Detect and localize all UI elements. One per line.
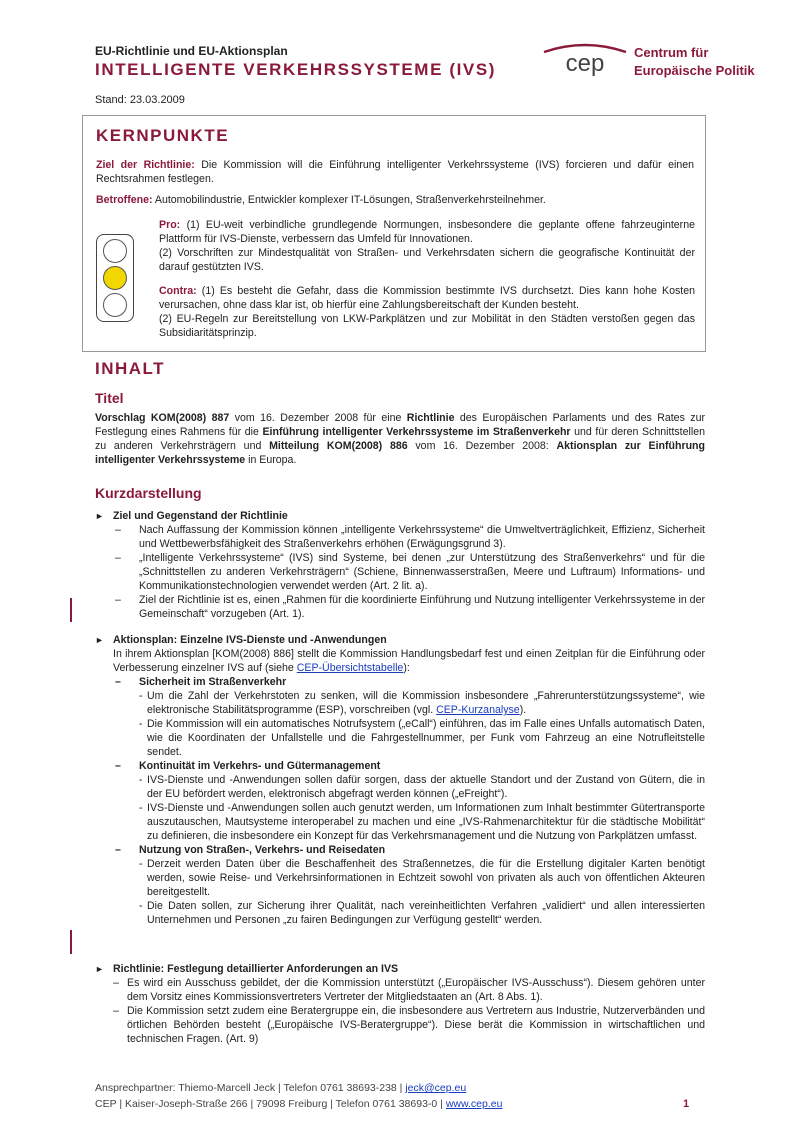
page-number: 1 xyxy=(683,1098,690,1110)
list-item: – Nach Auffassung der Kommission können „intelligente Verkehrssysteme“ die Umweltverträglichkeit, Effizienz, Sicherheit und Wettbewerbsfähigkeit des Straßenverkehrs erhöhen (Erwägungsgrund 3). xyxy=(115,524,705,550)
list-item: – Die Kommission setzt zudem eine Beratergruppe ein, die insbesondere aus Vertretern aus Industrie, Nutzerverbänden und örtlichen Behörden besteht („Europäische IVS-Beratergruppe“). Diese berät die Kommission in wirtschaftlichen und technischen Fragen. (Art. 9) xyxy=(113,1005,705,1045)
document-supertitle: EU-Richtlinie und EU-Aktionsplan xyxy=(95,44,288,58)
subsection-heading: – Sicherheit im Straßenverkehr xyxy=(115,676,287,688)
email-link[interactable]: jeck@cep.eu xyxy=(405,1082,467,1094)
ziel-text: Die Kommission will die Einführung intelligenter Verkehrssysteme (IVS) forcieren und dafür einen Rechtsrahmen festlegen. xyxy=(96,159,694,185)
kernpunkte-title: KERNPUNKTE xyxy=(96,126,230,145)
titel-heading: Titel xyxy=(95,390,124,406)
change-bar xyxy=(70,598,72,622)
cep-kurzanalyse-link[interactable]: CEP-Kurzanalyse xyxy=(436,704,520,716)
pro-2: (2) Vorschriften zur Mindestqualität von Straßen- und Verkehrsdaten sichern die geografische Kontinuität der darauf gestützten IVS. xyxy=(159,247,695,273)
kurzdarstellung-heading: Kurzdarstellung xyxy=(95,485,202,501)
ziel-label: Ziel der Richtlinie: xyxy=(96,159,195,171)
website-link[interactable]: www.cep.eu xyxy=(445,1098,503,1110)
cep-uebersichtstabelle-link[interactable]: CEP-Übersichtstabelle xyxy=(296,662,404,674)
footer-address xyxy=(95,1097,502,1111)
list-item: - Derzeit werden Daten über die Beschaffenheit des Straßennetzes, die für die Erstellung digitaler Karten benötigt werden, sowie Reise- und Verkehrsinformationen in Echtzeit sowohl von privaten als auch von öffentlichen Akteuren bereitgestellt. xyxy=(139,858,705,898)
list-item: - IVS-Dienste und -Anwendungen sollen auch genutzt werden, um Informationen zum Inhalt bestimmter Gütertransporte auszutauschen, Mautsysteme interoperabel zu machen und eine „IVS-Rahmenarchitektur für die städtische Mobilität“ zu definieren, die insbesondere ein Konzept für das Verkehrsmanagement und die Nutzung von Parkplätzen umfasst. xyxy=(139,802,705,842)
arrow-right-icon: ► xyxy=(95,964,104,974)
section-intro xyxy=(95,647,705,675)
footer-contact-text: Ansprechpartner: Thiemo-Marcell Jeck | Telefon 0761 38693-238 | xyxy=(95,1082,406,1094)
list-item-text: Ziel der Richtlinie ist es, einen „Rahmen für die koordinierte Einführung und Nutzung intelligenter Verkehrssysteme in der Gemeinschaft“ vorzugeben (Art. 1). xyxy=(139,594,705,620)
list-item-text: Um die Zahl der Verkehrstoten zu senken, will die Kommission insbesondere „Fahrerunterstützungssysteme“, wie elektronische Stabilitätsprogramme (ESP), vorschreiben (vgl. xyxy=(147,690,705,716)
titel-part: Einführung intelligenter Verkehrssysteme im Straßenverkehr xyxy=(262,426,571,438)
section-ziel-gegenstand xyxy=(95,509,705,621)
kernpunkte-betroffene xyxy=(96,193,694,207)
kernpunkte-pro xyxy=(159,218,695,274)
list-item-text: IVS-Dienste und -Anwendungen sollen dafür sorgen, dass der aktuelle Standort und der Zustand von Gütern, die in der EU befördert werden, elektronisch abgefragt werden können („eFreight“). xyxy=(147,774,705,800)
inhalt-title: INHALT xyxy=(95,359,166,378)
organization-name-line2: Europäische Politik xyxy=(634,63,755,78)
titel-part: Vorschlag KOM(2008) 887 xyxy=(95,412,230,424)
subsection-heading: – Kontinuität im Verkehrs- und Gütermanagement xyxy=(115,760,381,772)
arrow-right-icon: ► xyxy=(95,635,104,645)
subsection-heading: – Nutzung von Straßen-, Verkehrs- und Reisedaten xyxy=(115,844,386,856)
subsection-heading-text: Nutzung von Straßen-, Verkehrs- und Reisedaten xyxy=(139,844,386,856)
titel-part: vom 16. Dezember 2008 für eine xyxy=(229,412,407,424)
section-heading xyxy=(95,509,705,523)
cep-logo-text: cep xyxy=(565,50,605,77)
pro-label: Pro: xyxy=(159,219,181,231)
list-item: – Ziel der Richtlinie ist es, einen „Rahmen für die koordinierte Einführung und Nutzung intelligenter Verkehrssysteme in der Gemeinschaft“ vorzugeben (Art. 1). xyxy=(115,594,705,620)
traffic-light-top-lamp xyxy=(103,239,127,263)
titel-part: Richtlinie xyxy=(406,412,455,424)
list-item: - Die Kommission will ein automatisches Notrufsystem („eCall“) einführen, das im Falle eines Unfalls automatisch Daten, wie die Koordinaten der Unfallstelle und die Fahrgestellnummer, per Funk vom Fahrzeug an eine Notrufleitstelle sendet. xyxy=(139,718,705,758)
titel-part: Mitteilung KOM(2008) 886 xyxy=(269,440,408,452)
traffic-light-icon xyxy=(96,234,134,322)
footer-contact xyxy=(95,1081,466,1095)
kernpunkte-box xyxy=(82,115,706,352)
kernpunkte-ziel xyxy=(96,158,694,186)
list-item: - IVS-Dienste und -Anwendungen sollen dafür sorgen, dass der aktuelle Standort und der Zustand von Gütern, die in der EU befördert werden, elektronisch abgefragt werden können („eFreight“). xyxy=(139,774,705,800)
cep-logo xyxy=(540,40,630,80)
section-heading xyxy=(95,962,705,976)
organization-name xyxy=(634,44,755,80)
contra-2: (2) EU-Regeln zur Bereitstellung von LKW-Parkplätzen und zur Mobilität in den Städten verstoßen gegen das Subsidiaritätsprinzip. xyxy=(159,313,695,339)
arrow-right-icon: ► xyxy=(95,511,104,521)
betroffene-label: Betroffene: xyxy=(96,194,153,206)
list-item: – „Intelligente Verkehrssysteme“ (IVS) sind Systeme, bei denen „zur Unterstützung des Straßenverkehrs“ und für die „Schnittstellen zu anderen Verkehrsträgern“ (Schiene, Binnenwasserstraßen, Meere und Luftraum) Informations- und Kommunikationstechnologien verwendet werden (Art. 2 lit. a). xyxy=(115,552,705,592)
kernpunkte-contra xyxy=(159,284,695,340)
traffic-light-amber-lamp xyxy=(103,266,127,290)
pro-1: (1) EU-weit verbindliche grundlegende Normungen, insbesondere die geplante offene fahrzeuginterne Plattform für IVS-Dienste, verbessern das Umfeld für Innovationen. xyxy=(159,219,695,245)
list-item-text: „Intelligente Verkehrssysteme“ (IVS) sind Systeme, bei denen „zur Unterstützung des Straßenverkehrs“ und für die „Schnittstellen zu anderen Verkehrsträgern“ (Schiene, Binnenwasserstraßen, Meere und Luftraum) Informations- und Kommunikationstechnologien verwendet werden (Art. 2 lit. a). xyxy=(139,552,705,592)
list-item-end: ). xyxy=(519,704,527,716)
titel-part: vom 16. Dezember 2008: xyxy=(407,440,557,452)
section-aktionsplan xyxy=(95,633,705,927)
list-item-text: Es wird ein Ausschuss gebildet, der die Kommission unterstützt („Europäischer IVS-Ausschuss“). Diesem gehören unter dem Vorsitz eines Kommissionsvertreters Vertreter der Mitgliedstaaten an (Art. 8 Abs. 1). xyxy=(127,977,705,1003)
betroffene-text: Automobilindustrie, Entwickler komplexer IT-Lösungen, Straßenverkehrsteilnehmer. xyxy=(152,194,546,206)
list-item: - Die Daten sollen, zur Sicherung ihrer Qualität, nach vereinheitlichten Verfahren „validiert“ und allen interessierten Unternehmen und Personen „zu fairen Bedingungen zur Verfügung gestellt“ werden. xyxy=(139,900,705,926)
list-item-text: Die Kommission will ein automatisches Notrufsystem („eCall“) einführen, das im Falle eines Unfalls automatisch Daten, wie die Koordinaten der Unfallstelle und die Fahrgestellnummer, per Funk vom Fahrzeug an eine Notrufleitstelle sendet. xyxy=(147,718,705,758)
list-item-text: Derzeit werden Daten über die Beschaffenheit des Straßennetzes, die für die Erstellung digitaler Karten benötigt werden, sowie Reise- und Verkehrsinformationen in Echtzeit sowohl von privaten als auch von öffentlichen Akteuren bereitgestellt. xyxy=(147,858,705,898)
intro-end: ): xyxy=(403,662,410,674)
list-item-text: Nach Auffassung der Kommission können „intelligente Verkehrssysteme“ die Umweltverträglichkeit, Effizienz, Sicherheit und Wettbewerbsfähigkeit des Straßenverkehrs erhöhen (Erwägungsgrund 3). xyxy=(139,524,705,550)
document-date: Stand: 23.03.2009 xyxy=(95,94,185,106)
titel-text xyxy=(95,411,705,467)
list-item-text: Die Daten sollen, zur Sicherung ihrer Qualität, nach vereinheitlichten Verfahren „validiert“ und allen interessierten Unternehmen und Personen „zu fairen Bedingungen zur Verfügung gestellt“ werden. xyxy=(147,900,705,926)
subsection-heading-text: Kontinuität im Verkehrs- und Gütermanagement xyxy=(139,760,381,772)
change-bar xyxy=(70,930,72,954)
list-item: – Es wird ein Ausschuss gebildet, der die Kommission unterstützt („Europäischer IVS-Ausschuss“). Diesem gehören unter dem Vorsitz eines Kommissionsvertreters Vertreter der Mitgliedstaaten an (Art. 8 Abs. 1). xyxy=(113,977,705,1003)
contra-label: Contra: xyxy=(159,285,197,297)
list-item: - Um die Zahl der Verkehrstoten zu senken, will die Kommission insbesondere „Fahrerunterstützungssysteme“, wie elektronische Stabilitätsprogramme (ESP), vorschreiben (vgl. CEP-Kurzanalyse). xyxy=(139,690,705,716)
section-heading xyxy=(95,633,705,647)
section-heading-text: Richtlinie: Festlegung detaillierter Anforderungen an IVS xyxy=(113,963,399,975)
section-richtlinie-anforderungen xyxy=(95,962,705,1046)
list-item-text: IVS-Dienste und -Anwendungen sollen auch genutzt werden, um Informationen zum Inhalt bestimmter Gütertransporte auszutauschen, Mautsysteme interoperabel zu machen und eine „IVS-Rahmenarchitektur für die städtische Mobilität“ zu definieren, die insbesondere ein Konzept für das Verkehrsmanagement und die Nutzung von Parkplätzen umfasst. xyxy=(147,802,705,842)
titel-part: und für deren Schnittstellen zu anderen Verkehrsträgern und xyxy=(95,426,706,452)
titel-part: in Europa. xyxy=(245,454,297,466)
titel-part: des Europäischen Parlaments und des Rates zur Festlegung eines Rahmens für die xyxy=(95,412,705,438)
organization-name-line1: Centrum für xyxy=(634,45,709,60)
intro-text: In ihrem Aktionsplan [KOM(2008) 886] stellt die Kommission Handlungsbedarf fest und einen Zeitplan für die Einführung oder Verbesserung einzelner IVS auf (siehe xyxy=(113,648,705,674)
titel-part: Aktionsplan zur Einführung intelligenter Verkehrssysteme xyxy=(95,440,705,466)
footer-address-text: CEP | Kaiser-Joseph-Straße 266 | 79098 Freiburg | Telefon 0761 38693-0 | xyxy=(95,1098,446,1110)
section-heading-text: Aktionsplan: Einzelne IVS-Dienste und -Anwendungen xyxy=(113,634,387,646)
list-item-text: Die Kommission setzt zudem eine Beratergruppe ein, die insbesondere aus Vertretern aus Industrie, Nutzerverbänden und örtlichen Behörden besteht („Europäische IVS-Beratergruppe“). Diese berät die Kommission in wirtschaftlichen und technischen Fragen. (Art. 9) xyxy=(127,1005,705,1045)
section-heading-text: Ziel und Gegenstand der Richtlinie xyxy=(113,510,288,522)
document-title: INTELLIGENTE VERKEHRSSYSTEME (IVS) xyxy=(95,60,497,79)
contra-1: (1) Es besteht die Gefahr, dass die Kommission bestimmte IVS durchsetzt. Dies kann hohe Kosten verursachen, ohne dass klar ist, ob hierfür eine Zahlungsbereitschaft der Kunden besteht. xyxy=(159,285,695,311)
traffic-light-bottom-lamp xyxy=(103,293,127,317)
subsection-heading-text: Sicherheit im Straßenverkehr xyxy=(139,676,287,688)
